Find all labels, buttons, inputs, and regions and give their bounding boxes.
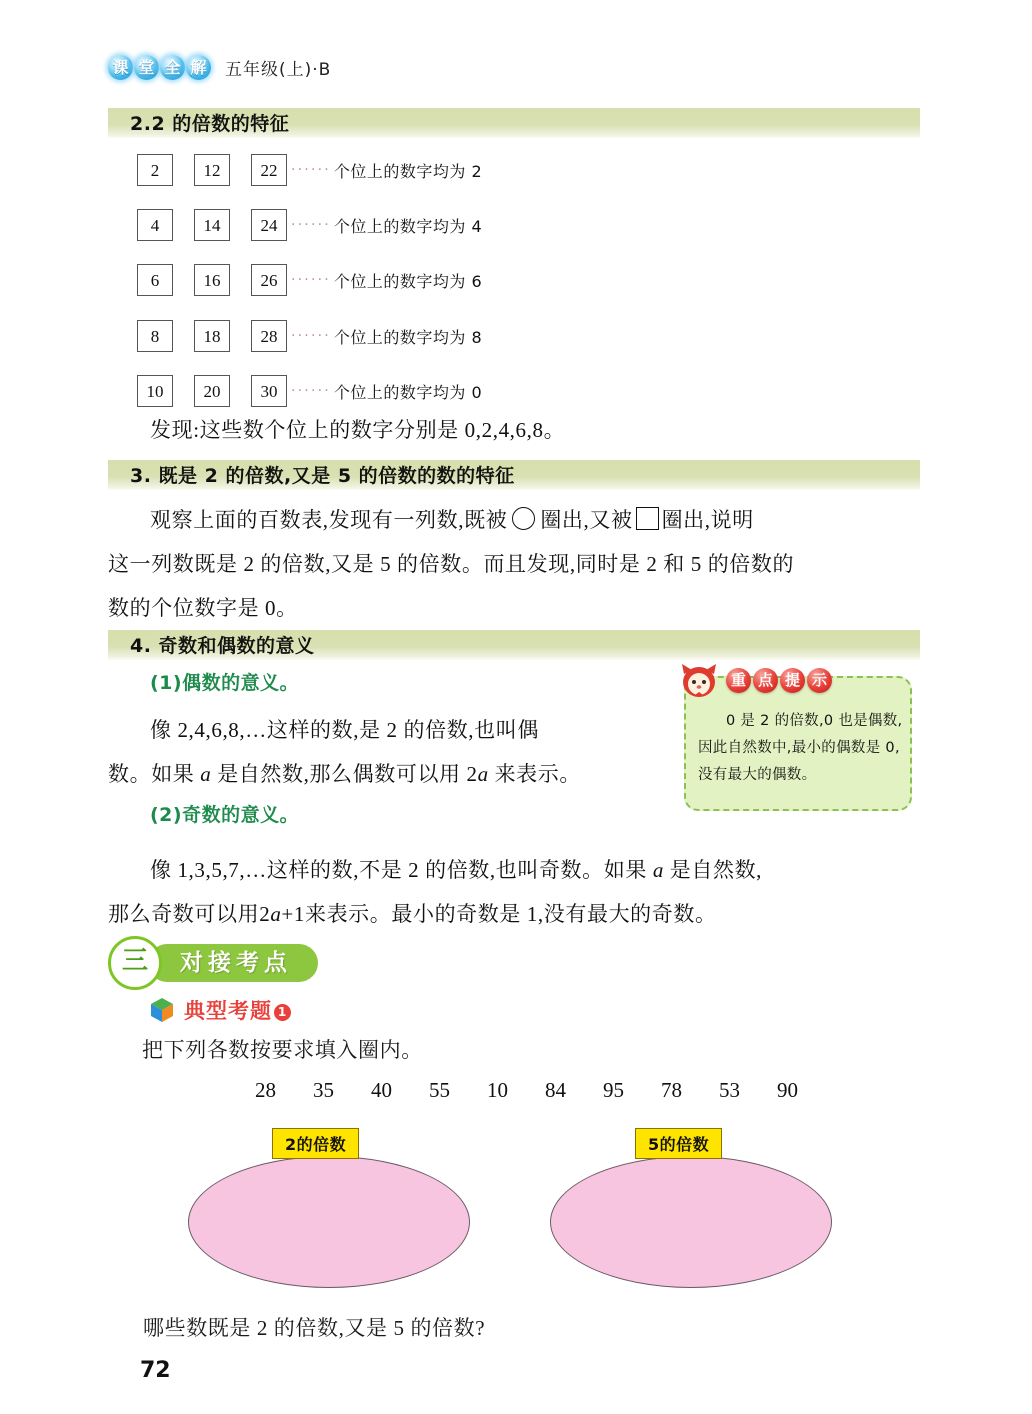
section-heading-4 bbox=[108, 630, 920, 660]
tip-title bbox=[726, 668, 832, 693]
brand-logo bbox=[108, 55, 211, 80]
number-box: 28 bbox=[251, 320, 287, 352]
exercise-number: 40 bbox=[371, 1078, 392, 1102]
odd-definition-line2 bbox=[108, 892, 930, 936]
variable-a: a bbox=[652, 858, 664, 882]
row-note: 个位上的数字均为 0 bbox=[333, 382, 483, 402]
subheading-odd-meaning: (2)奇数的意义。 bbox=[150, 804, 300, 826]
section3-paragraph-line3: 数的个位数字是 0。 bbox=[108, 596, 298, 620]
typical-question-index: 1 bbox=[274, 1004, 291, 1021]
number-row-5 bbox=[137, 373, 482, 409]
cube-icon bbox=[148, 996, 176, 1024]
number-row-4 bbox=[137, 318, 482, 354]
leader-dots: ······ bbox=[291, 162, 331, 178]
row-note: 个位上的数字均为 4 bbox=[333, 216, 483, 236]
variable-a: a bbox=[477, 762, 489, 786]
venn-label-left: 2的倍数 bbox=[272, 1128, 359, 1159]
number-row-3 bbox=[137, 262, 482, 298]
venn-label-right: 5的倍数 bbox=[635, 1128, 722, 1159]
exercise-number: 35 bbox=[313, 1078, 334, 1102]
even-text-c: 来表示。 bbox=[488, 762, 581, 786]
number-box: 18 bbox=[194, 320, 230, 352]
page-header bbox=[108, 55, 331, 80]
variable-a: a bbox=[270, 902, 282, 926]
number-box: 6 bbox=[137, 264, 173, 296]
bottom-question: 哪些数既是 2 的倍数,又是 5 的倍数? bbox=[143, 1316, 486, 1340]
exercise-number: 55 bbox=[429, 1078, 450, 1102]
exercise-number-list bbox=[255, 1078, 798, 1103]
variable-a: a bbox=[200, 762, 212, 786]
s3-text-b: 圈出,又被 bbox=[540, 508, 633, 532]
row-note: 个位上的数字均为 2 bbox=[333, 161, 483, 181]
even-text-b: 是自然数,那么偶数可以用 2 bbox=[211, 762, 478, 786]
s3-text-a: 观察上面的百数表,发现有一列数,既被 bbox=[150, 508, 508, 532]
exercise-number: 90 bbox=[777, 1078, 798, 1102]
section-heading-4-label: 4. 奇数和偶数的意义 bbox=[130, 634, 315, 657]
even-text-a: 数。如果 bbox=[108, 762, 201, 786]
circle-shape-icon bbox=[512, 507, 535, 530]
even-definition-line2 bbox=[108, 752, 581, 796]
number-box: 14 bbox=[194, 209, 230, 241]
logo-char-1: 课 bbox=[108, 55, 133, 80]
odd-text-a: 像 1,3,5,7,…这样的数,不是 2 的倍数,也叫奇数。如果 bbox=[150, 858, 653, 882]
even-definition-line1: 像 2,4,6,8,…这样的数,是 2 的倍数,也叫偶 bbox=[150, 718, 539, 742]
subheading-even-meaning: (1)偶数的意义。 bbox=[150, 672, 300, 694]
section-heading-3-label: 3. 既是 2 的倍数,又是 5 的倍数的数的特征 bbox=[130, 464, 515, 487]
tip-char-3: 提 bbox=[780, 668, 805, 693]
logo-char-2: 堂 bbox=[134, 55, 159, 80]
grade-label: 五年级(上)·B bbox=[225, 60, 332, 80]
tip-char-4: 示 bbox=[807, 668, 832, 693]
section-heading-2-label: 2.2 的倍数的特征 bbox=[130, 112, 290, 135]
exercise-number: 84 bbox=[545, 1078, 566, 1102]
section-heading-3 bbox=[108, 460, 920, 490]
square-shape-icon bbox=[636, 507, 659, 530]
tip-char-1: 重 bbox=[726, 668, 751, 693]
finding-line: 发现:这些数个位上的数字分别是 0,2,4,6,8。 bbox=[150, 418, 566, 442]
venn-ellipse-multiples-of-2[interactable] bbox=[188, 1156, 470, 1288]
leader-dots: ······ bbox=[291, 383, 331, 399]
exercise-number: 10 bbox=[487, 1078, 508, 1102]
number-box: 2 bbox=[137, 154, 173, 186]
row-note: 个位上的数字均为 6 bbox=[333, 271, 483, 291]
section3-paragraph-line1 bbox=[108, 498, 930, 542]
s3-text-c: 圈出,说明 bbox=[661, 508, 754, 532]
exercise-number: 95 bbox=[603, 1078, 624, 1102]
odd-text-d: +1来表示。最小的奇数是 1,没有最大的奇数。 bbox=[281, 902, 717, 926]
number-box: 12 bbox=[194, 154, 230, 186]
number-box: 20 bbox=[194, 375, 230, 407]
number-box: 8 bbox=[137, 320, 173, 352]
typical-question-label bbox=[184, 995, 291, 1025]
section-banner-label: 对接考点 bbox=[148, 944, 318, 982]
fox-mascot-icon bbox=[678, 662, 720, 704]
page-number: 72 bbox=[140, 1358, 171, 1383]
typical-question-header bbox=[148, 995, 291, 1025]
typical-question-text: 典型考题 bbox=[184, 999, 272, 1023]
number-row-2 bbox=[137, 207, 482, 243]
venn-diagram bbox=[180, 1122, 840, 1302]
number-box: 4 bbox=[137, 209, 173, 241]
row-note: 个位上的数字均为 8 bbox=[333, 327, 483, 347]
exercise-prompt: 把下列各数按要求填入圈内。 bbox=[142, 1038, 423, 1062]
exercise-number: 78 bbox=[661, 1078, 682, 1102]
number-box: 30 bbox=[251, 375, 287, 407]
odd-definition-line1 bbox=[108, 848, 930, 892]
exercise-number: 53 bbox=[719, 1078, 740, 1102]
leader-dots: ······ bbox=[291, 217, 331, 233]
odd-text-b: 是自然数, bbox=[663, 858, 763, 882]
section-heading-2 bbox=[108, 108, 920, 138]
leader-dots: ······ bbox=[291, 328, 331, 344]
number-box: 22 bbox=[251, 154, 287, 186]
tip-char-2: 点 bbox=[753, 668, 778, 693]
venn-ellipse-multiples-of-5[interactable] bbox=[550, 1156, 832, 1288]
tip-body-text: 0 是 2 的倍数,0 也是偶数,因此自然数中,最小的偶数是 0,没有最大的偶数。 bbox=[698, 713, 903, 783]
number-box: 16 bbox=[194, 264, 230, 296]
number-row-1 bbox=[137, 152, 482, 188]
leader-dots: ······ bbox=[291, 272, 331, 288]
logo-char-3: 全 bbox=[160, 55, 185, 80]
odd-text-c: 那么奇数可以用2 bbox=[108, 902, 271, 926]
number-box: 24 bbox=[251, 209, 287, 241]
number-box: 26 bbox=[251, 264, 287, 296]
section3-paragraph-line2: 这一列数既是 2 的倍数,又是 5 的倍数。而且发现,同时是 2 和 5 的倍数的 bbox=[108, 552, 795, 576]
logo-char-4: 解 bbox=[186, 55, 211, 80]
key-point-tip-box bbox=[684, 671, 912, 811]
exam-section-banner bbox=[108, 936, 318, 990]
section-number-circle: 三 bbox=[108, 936, 162, 990]
exercise-number: 28 bbox=[255, 1078, 276, 1102]
number-box: 10 bbox=[137, 375, 173, 407]
